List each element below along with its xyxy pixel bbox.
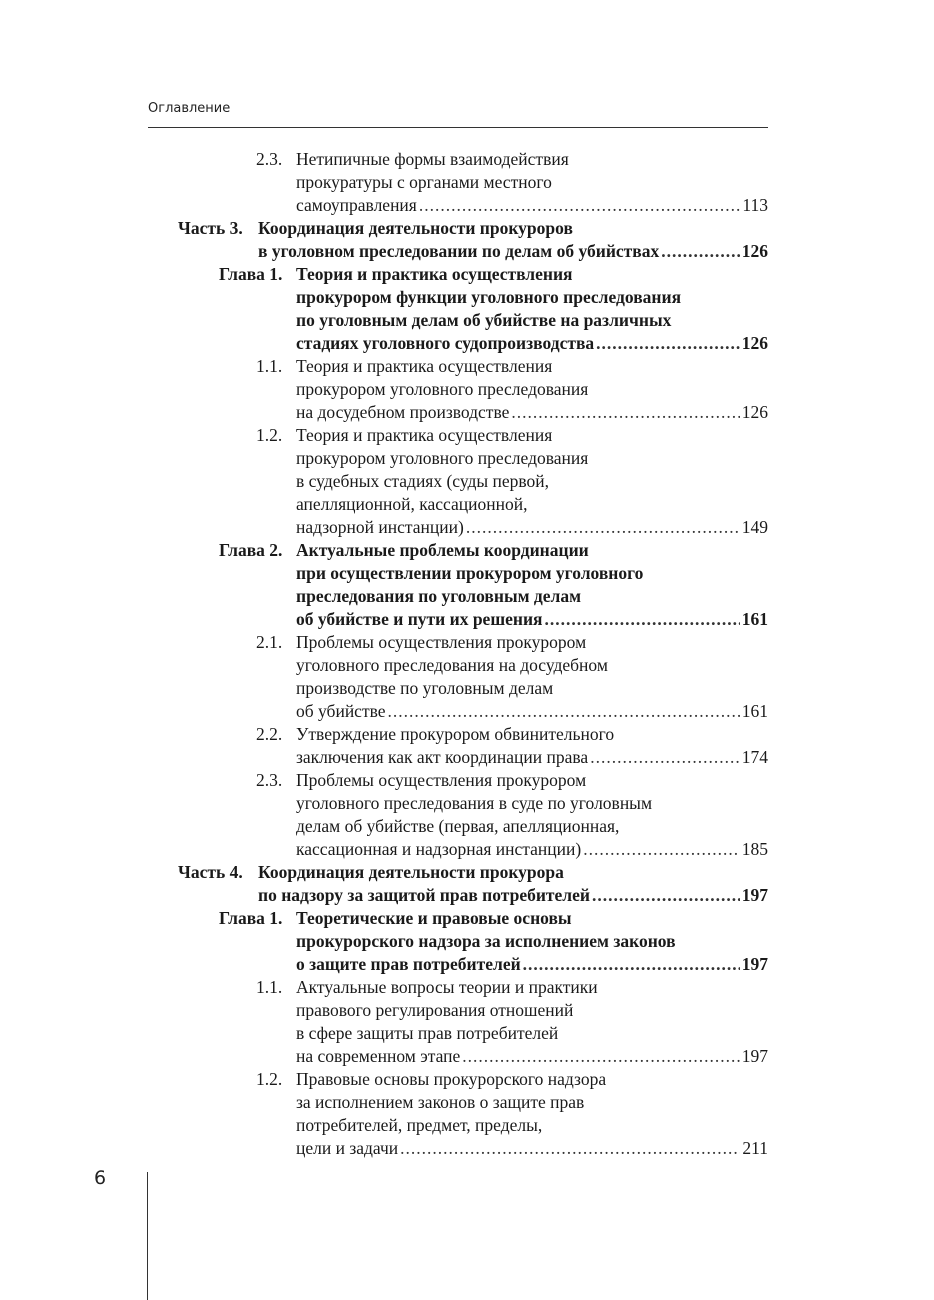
toc-entry-line — [296, 171, 552, 194]
toc-page-number: 149 — [741, 517, 768, 537]
toc-entry-line — [296, 1091, 584, 1114]
toc-page-number: 126 — [741, 402, 768, 422]
toc-entry-title: кассационная и надзорная инстанции) — [296, 839, 582, 859]
toc-entry-title: стадиях уголовного судопроизводства — [296, 333, 595, 353]
toc-entry-title: прокуратуры с органами местного — [296, 172, 552, 192]
toc-entry-line — [296, 539, 589, 562]
toc-entry-line — [296, 286, 681, 309]
toc-page-number: 126 — [741, 333, 768, 353]
toc-entry-title: апелляционной, кассационной, — [296, 494, 528, 514]
toc-entry-title: Актуальные вопросы теории и практики — [296, 977, 598, 997]
toc-entry-title: на досудебном производстве — [296, 402, 510, 422]
toc-entry-line — [296, 723, 614, 746]
dot-leader — [590, 746, 740, 769]
toc-entry-number: Часть 4. — [178, 862, 243, 882]
toc-entry-line — [296, 1114, 542, 1137]
toc-entry-line — [296, 654, 608, 677]
toc-entry-title: прокурором функции уголовного преследования — [296, 287, 682, 307]
toc-page-number: 126 — [741, 241, 768, 261]
toc-entry-line — [258, 217, 573, 240]
toc-entry-title: прокурором уголовного преследования — [296, 448, 589, 468]
toc-entry-title: Теория и практика осуществления — [296, 425, 553, 445]
page-number: 6 — [94, 1167, 107, 1189]
toc-entry-number: 2.1. — [256, 632, 283, 652]
dot-leader — [592, 884, 740, 907]
toc-entry-line — [296, 493, 527, 516]
toc-entry-line — [296, 447, 588, 470]
toc-page-number: 113 — [742, 195, 768, 215]
toc-page-number: 197 — [741, 954, 768, 974]
toc-entry-title: об убийстве и пути их решения — [296, 609, 543, 629]
toc-entry-line — [296, 562, 643, 585]
toc-entry-line — [296, 194, 768, 217]
toc-entry-title: Актуальные проблемы координации — [296, 540, 589, 560]
toc-entry-title: в уголовном преследовании по делам об убийствах — [258, 241, 660, 261]
toc-entry-line — [296, 401, 768, 424]
toc-entry-line — [296, 1137, 768, 1160]
toc-entry-line — [296, 378, 588, 401]
toc-entry-title: уголовного преследования на досудебном — [296, 655, 608, 675]
toc-entry-title: о защите прав потребителей — [296, 954, 521, 974]
dot-leader — [583, 838, 740, 861]
toc-entry-line — [296, 930, 676, 953]
toc-page-number: 161 — [741, 609, 768, 629]
toc-entry-line — [296, 1022, 558, 1045]
toc-page-number: 197 — [741, 885, 768, 905]
running-head-title: Оглавление — [148, 101, 231, 116]
toc-entry-line — [296, 907, 572, 930]
toc-entry-title: Координация деятельности прокуроров — [258, 218, 573, 238]
dot-leader — [545, 608, 740, 631]
toc-entry-title: Проблемы осуществления прокурором — [296, 770, 587, 790]
toc-entry-title: Координация деятельности прокурора — [258, 862, 564, 882]
toc-entry-title: Теория и практика осуществления — [296, 264, 573, 284]
toc-entry-line — [258, 240, 768, 263]
toc-entry-line — [296, 976, 598, 999]
toc-entry-number: Часть 3. — [178, 218, 243, 238]
toc-entry-line — [296, 263, 573, 286]
toc-entry-title: преследования по уголовным делам — [296, 586, 582, 606]
toc-entry-line — [296, 516, 768, 539]
header-divider — [148, 127, 768, 128]
dot-leader — [466, 516, 740, 539]
toc-entry-line — [258, 884, 768, 907]
toc-entry-line — [296, 332, 768, 355]
toc-entry-title: самоуправления — [296, 195, 417, 215]
toc-entry-title: делам об убийстве (первая, апелляционная, — [296, 816, 620, 836]
toc-entry-title: об убийстве — [296, 701, 386, 721]
toc-page-number: 185 — [741, 839, 768, 859]
toc-entry-title: в сфере защиты прав потребителей — [296, 1023, 559, 1043]
toc-entry-title: надзорной инстанции) — [296, 517, 464, 537]
toc-entry-line — [296, 815, 619, 838]
toc-entry-line — [296, 355, 552, 378]
toc-entry-number: 1.1. — [256, 977, 283, 997]
toc-entry-line — [296, 148, 569, 171]
toc-entry-title: при осуществлении прокурором уголовного — [296, 563, 644, 583]
toc-entry-title: заключения как акт координации права — [296, 747, 589, 767]
toc-entry-title: уголовного преследования в суде по уголовным — [296, 793, 653, 813]
toc-entry-line — [296, 838, 768, 861]
toc-entry-title: Проблемы осуществления прокурором — [296, 632, 587, 652]
toc-entry-title: прокурором уголовного преследования — [296, 379, 589, 399]
dot-leader — [596, 332, 740, 355]
toc-entry-number: Глава 2. — [219, 540, 283, 560]
toc-entry-title: по уголовным делам об убийстве на различных — [296, 310, 672, 330]
toc-entry-line — [296, 1068, 606, 1091]
toc-entry-line — [258, 861, 564, 884]
toc-entry-title: производстве по уголовным делам — [296, 678, 554, 698]
toc-entry-line — [296, 309, 671, 332]
dot-leader — [462, 1045, 739, 1068]
toc-entry-title: Нетипичные формы взаимодействия — [296, 149, 569, 169]
toc-entry-title: Правовые основы прокурорского надзора — [296, 1069, 607, 1089]
toc-entry-number: 1.2. — [256, 1069, 283, 1089]
dot-leader — [388, 700, 740, 723]
dot-leader — [523, 953, 740, 976]
toc-entry-line — [296, 470, 549, 493]
toc-entry-line — [296, 585, 581, 608]
toc-entry-line — [296, 792, 652, 815]
toc-entry-number: Глава 1. — [219, 908, 283, 928]
toc-entry-line — [296, 746, 768, 769]
page-number-divider — [147, 1172, 148, 1300]
toc-entry-line — [296, 424, 552, 447]
toc-entry-line — [296, 677, 553, 700]
toc-entry-title: правового регулирования отношений — [296, 1000, 574, 1020]
toc-entry-line — [296, 769, 586, 792]
toc-page-number: 161 — [741, 701, 768, 721]
toc-entry-number: 2.3. — [256, 149, 283, 169]
toc-page-number: 211 — [742, 1138, 768, 1158]
toc-entry-line — [296, 631, 586, 654]
toc-page-number: 174 — [741, 747, 768, 767]
toc-entry-title: Теория и практика осуществления — [296, 356, 553, 376]
toc-entry-number: 1.2. — [256, 425, 283, 445]
toc-page-number: 197 — [741, 1046, 768, 1066]
toc-entry-number: Глава 1. — [219, 264, 283, 284]
toc-entry-title: на современном этапе — [296, 1046, 461, 1066]
dot-leader — [400, 1137, 740, 1160]
toc-entry-title: за исполнением законов о защите прав — [296, 1092, 585, 1112]
toc-entry-line — [296, 608, 768, 631]
toc-entry-title: по надзору за защитой прав потребителей — [258, 885, 590, 905]
toc-entry-line — [296, 999, 573, 1022]
toc-entry-title: Теоретические и правовые основы — [296, 908, 572, 928]
toc-entry-title: цели и задачи — [296, 1138, 399, 1158]
toc-entry-line — [296, 1045, 768, 1068]
dot-leader — [419, 194, 741, 217]
toc-entry-title: потребителей, предмет, пределы, — [296, 1115, 543, 1135]
dot-leader — [661, 240, 740, 263]
toc-entry-title: в судебных стадиях (суды первой, — [296, 471, 550, 491]
toc-entry-title: прокурорского надзора за исполнением законов — [296, 931, 676, 951]
toc-entry-line — [296, 700, 768, 723]
dot-leader — [511, 401, 739, 424]
toc-entry-number: 2.2. — [256, 724, 283, 744]
toc-entry-title: Утверждение прокурором обвинительного — [296, 724, 615, 744]
toc-entry-number: 1.1. — [256, 356, 283, 376]
toc-entry-line — [296, 953, 768, 976]
toc-entry-number: 2.3. — [256, 770, 283, 790]
